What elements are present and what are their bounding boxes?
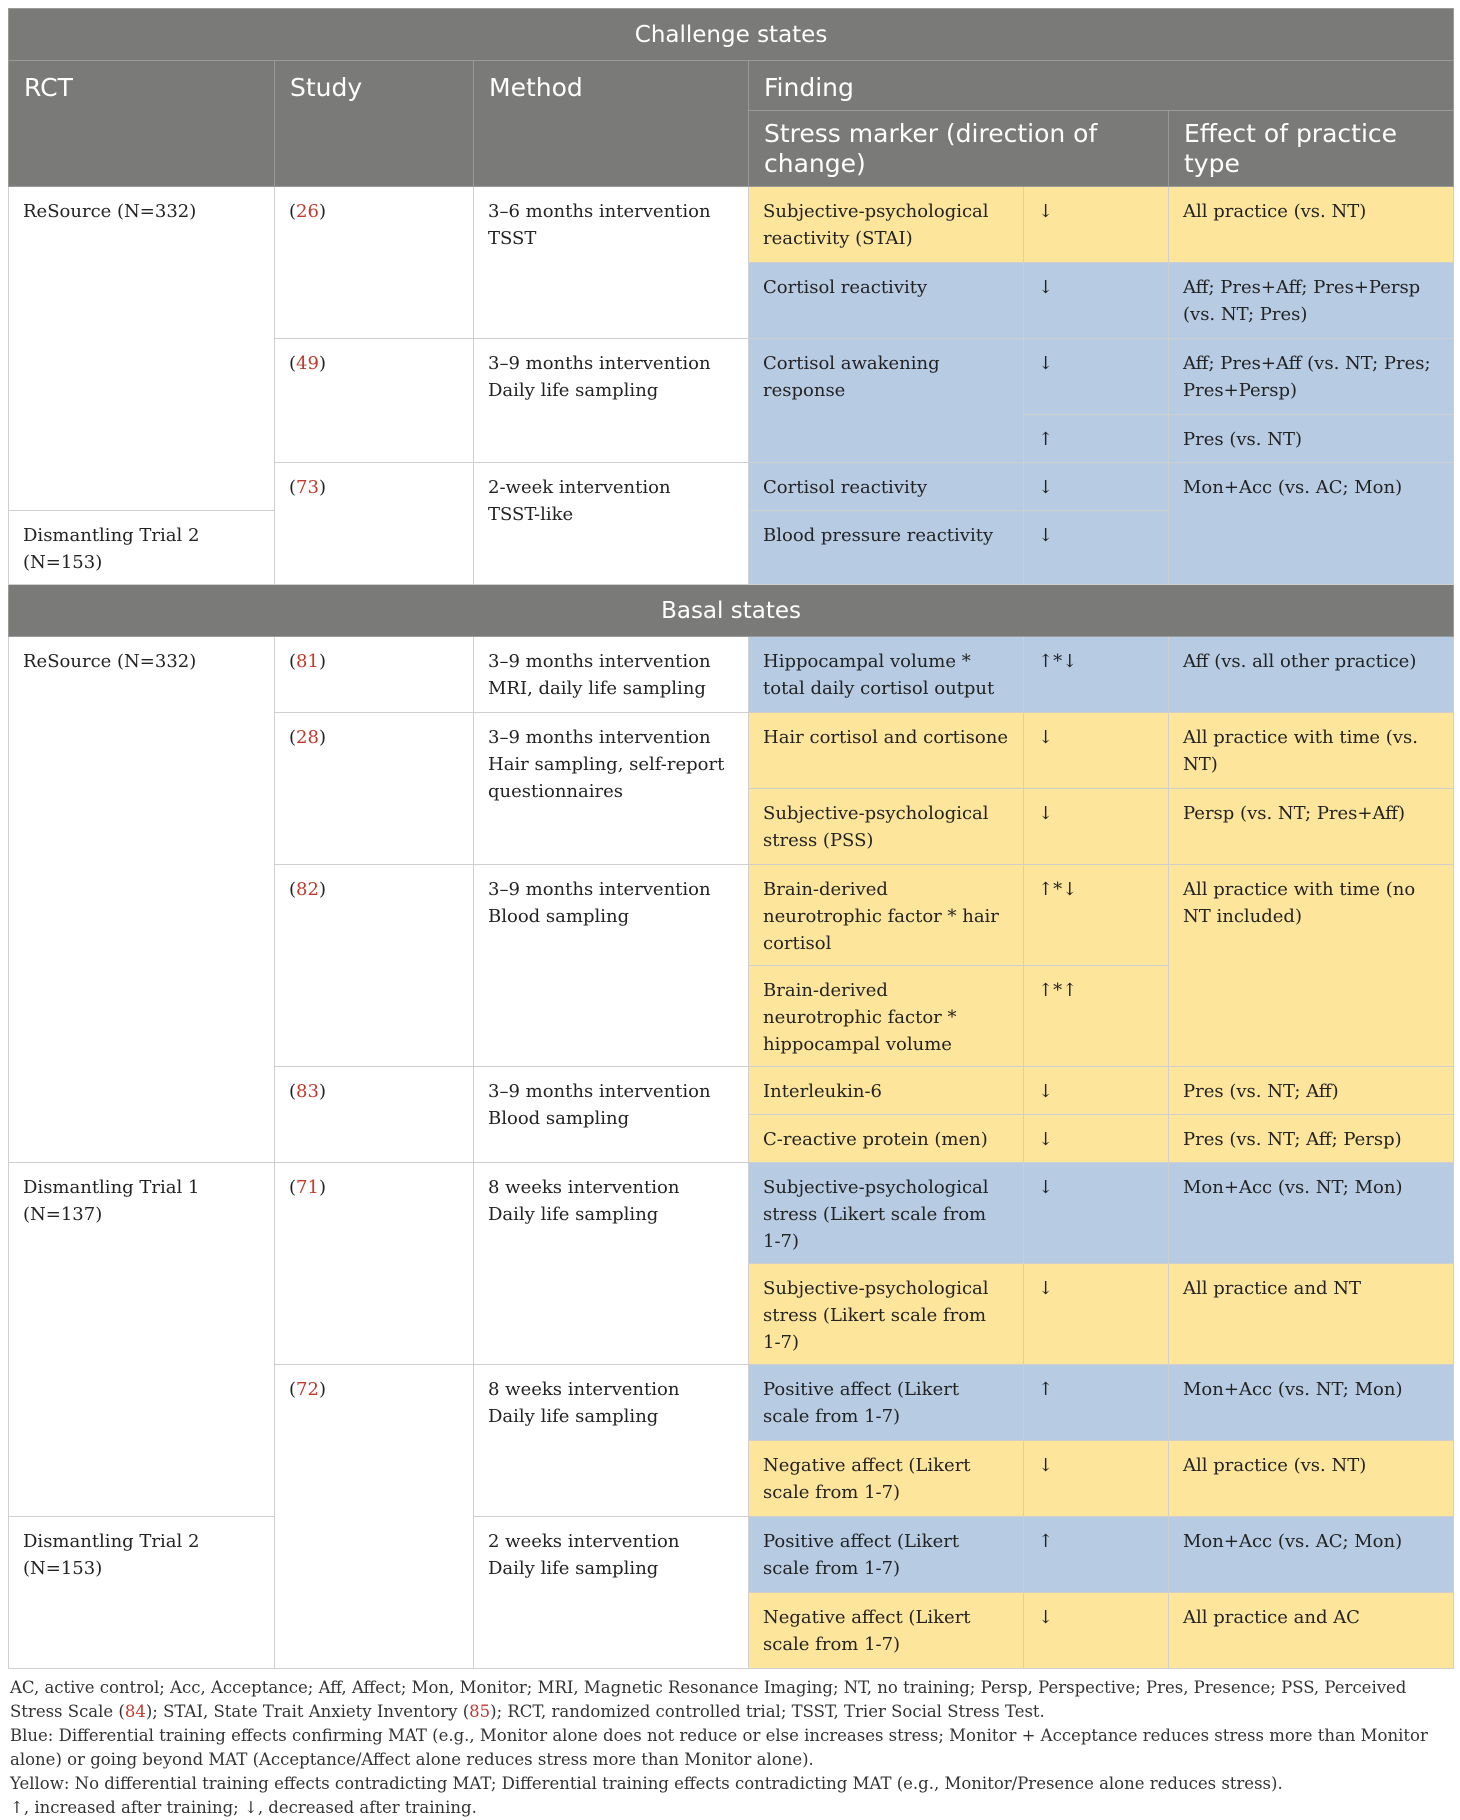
direction-cell: ↓ [1024,789,1169,865]
stress-marker-cell: Subjective-psychological stress (Likert scale from 1-7) [749,1264,1024,1365]
header-effect: Effect of practice type [1169,111,1454,187]
study-ref-link[interactable]: 49 [296,353,319,374]
effect-cell: Persp (vs. NT; Pres+Aff) [1169,789,1454,865]
stress-marker-cell: Cortisol reactivity [749,263,1024,339]
study-ref-link[interactable]: 73 [296,477,319,498]
method-line: MRI, daily life sampling [488,678,706,699]
effect-cell: All practice (vs. NT) [1169,1441,1454,1517]
method-cell [474,1067,749,1163]
rct-cell: ReSource (N=332) [9,187,275,511]
effect-cell: Pres (vs. NT) [1169,415,1454,463]
header-method: Method [474,61,749,187]
stress-marker-cell: Interleukin-6 [749,1067,1024,1115]
method-cell [474,1517,749,1669]
direction-cell: ↓ [1024,1593,1169,1669]
header-study: Study [275,61,474,187]
table-row [9,1163,1454,1264]
direction-cell: ↑ [1024,415,1169,463]
stress-marker-cell: C-reactive protein (men) [749,1115,1024,1163]
stress-marker-cell: Cortisol reactivity [749,463,1024,511]
effect-cell: All practice and NT [1169,1264,1454,1365]
stress-marker-cell: Blood pressure reactivity [749,511,1024,585]
stress-marker-cell: Positive affect (Likert scale from 1-7) [749,1365,1024,1441]
direction-cell: ↑*↑ [1024,966,1169,1067]
table-row [9,187,1454,263]
effect-cell: All practice with time (no NT included) [1169,865,1454,1067]
stress-marker-cell: Subjective-psychological stress (Likert scale from 1-7) [749,1163,1024,1264]
direction-cell: ↓ [1024,463,1169,511]
direction-cell: ↓ [1024,263,1169,339]
method-line: Daily life sampling [488,1558,659,1579]
challenge-section-header [9,9,1454,61]
method-line: 3–9 months intervention [488,1081,711,1102]
study-ref: (83) [275,1067,474,1163]
effect-cell: Aff; Pres+Aff (vs. NT; Pres; Pres+Persp) [1169,339,1454,415]
header-finding: Finding [749,61,1454,111]
method-cell [474,1163,749,1365]
method-cell [474,339,749,463]
method-cell [474,463,749,585]
table-footnotes [8,1669,1453,1820]
direction-cell: ↑*↓ [1024,637,1169,713]
method-line: TSST-like [488,504,574,525]
method-line: Daily life sampling [488,1406,659,1427]
method-cell [474,187,749,339]
method-line: 8 weeks intervention [488,1379,680,1400]
method-line: 2-week intervention [488,477,671,498]
direction-cell: ↓ [1024,1163,1169,1264]
method-cell [474,637,749,713]
header-rct: RCT [9,61,275,187]
basal-title: Basal states [9,585,1454,637]
results-table [8,8,1454,1669]
note-text: AC, active control; Acc, Acceptance; Aff, Affect; Mon, Monitor; MRI, Magnetic Resonance Imaging; NT, no training; Persp, Perspective; Pres, Presence; PSS, Perceived Stress Scale ( [10,1678,1407,1721]
method-line: 8 weeks intervention [488,1177,680,1198]
direction-cell: ↓ [1024,511,1169,585]
direction-cell: ↓ [1024,339,1169,415]
method-cell [474,1365,749,1517]
method-line: Daily life sampling [488,380,659,401]
effect-cell: Mon+Acc (vs. NT; Mon) [1169,1163,1454,1264]
blue-legend-note: Blue: Differential training effects confirming MAT (e.g., Monitor alone does not reduce or else increases stress; Monitor + Acceptance reduces stress more than Monitor alone) or going beyond MAT (Acceptance/Affect alone reduces stress more than Monitor alone). [10,1726,1428,1769]
method-cell [474,713,749,865]
direction-cell: ↑ [1024,1517,1169,1593]
stress-marker-cell: Negative affect (Likert scale from 1-7) [749,1593,1024,1669]
stress-marker-cell: Subjective-psychological stress (PSS) [749,789,1024,865]
direction-cell: ↑ [1024,1365,1169,1441]
stress-marker-cell: Hair cortisol and cortisone [749,713,1024,789]
rct-cell: Dismantling Trial 2 (N=153) [9,511,275,585]
direction-cell: ↓ [1024,187,1169,263]
study-ref-link[interactable]: 82 [296,879,319,900]
method-line: 3–9 months intervention [488,727,711,748]
table-row [9,637,1454,713]
header-stress-marker: Stress marker (direction of change) [749,111,1169,187]
effect-cell: All practice (vs. NT) [1169,187,1454,263]
effect-cell: Mon+Acc (vs. AC; Mon) [1169,463,1454,585]
method-cell [474,865,749,1067]
direction-cell: ↓ [1024,1441,1169,1517]
method-line: Blood sampling [488,906,630,927]
method-line: 3–6 months intervention [488,201,711,222]
method-line: 3–9 months intervention [488,651,711,672]
study-ref: (71) [275,1163,474,1365]
effect-cell: Pres (vs. NT; Aff) [1169,1067,1454,1115]
effect-cell: All practice with time (vs. NT) [1169,713,1454,789]
method-line: 3–9 months intervention [488,879,711,900]
note-text: ); RCT, randomized controlled trial; TSST, Trier Social Stress Test. [490,1702,1045,1721]
effect-cell: Aff (vs. all other practice) [1169,637,1454,713]
study-ref-link[interactable]: 83 [296,1081,319,1102]
stress-marker-cell: Hippocampal volume * total daily cortisol output [749,637,1024,713]
direction-cell: ↓ [1024,1264,1169,1365]
rct-cell: Dismantling Trial 2 (N=153) [9,1517,275,1669]
effect-cell: Aff; Pres+Aff; Pres+Persp (vs. NT; Pres) [1169,263,1454,339]
study-ref-link[interactable]: 72 [296,1379,319,1400]
effect-cell: All practice and AC [1169,1593,1454,1669]
method-line: 2 weeks intervention [488,1531,680,1552]
challenge-title: Challenge states [9,9,1454,61]
effect-cell: Mon+Acc (vs. AC; Mon) [1169,1517,1454,1593]
method-line: Daily life sampling [488,1204,659,1225]
study-ref-link[interactable]: 26 [296,201,319,222]
study-ref: (26) [275,187,474,339]
note-text: ); STAI, State Trait Anxiety Inventory ( [145,1702,470,1721]
effect-cell: Pres (vs. NT; Aff; Persp) [1169,1115,1454,1163]
stress-marker-cell: Cortisol awakening response [749,339,1024,463]
study-ref: (49) [275,339,474,463]
abbreviations-note [10,1676,1451,1724]
rct-cell: ReSource (N=332) [9,637,275,1163]
stress-marker-cell: Brain-derived neurotrophic factor * hippocampal volume [749,966,1024,1067]
results-table-wrapper [8,8,1453,1820]
stress-marker-cell: Brain-derived neurotrophic factor * hair cortisol [749,865,1024,966]
note-ref-link[interactable]: 85 [469,1702,491,1721]
table-row [9,1517,1454,1593]
rct-cell: Dismantling Trial 1 (N=137) [9,1163,275,1517]
method-line: Blood sampling [488,1108,630,1129]
yellow-legend-note: Yellow: No differential training effects contradicting MAT; Differential training effects contradicting MAT (e.g., Monitor/Presence alone reduces stress). [10,1774,1283,1793]
arrow-legend-note: ↑, increased after training; ↓, decreased after training. [10,1798,477,1817]
stress-marker-cell: Subjective-psychological reactivity (STAI) [749,187,1024,263]
method-line: TSST [488,228,537,249]
study-ref: (82) [275,865,474,1067]
basal-section-header [9,585,1454,637]
stress-marker-cell: Positive affect (Likert scale from 1-7) [749,1517,1024,1593]
direction-cell: ↑*↓ [1024,865,1169,966]
note-ref-link[interactable]: 84 [124,1702,146,1721]
column-header-row [9,61,1454,111]
study-ref-link[interactable]: 28 [296,727,319,748]
method-line: Hair sampling, self-report questionnaires [488,754,725,802]
study-ref: (72) [275,1365,474,1669]
direction-cell: ↓ [1024,1115,1169,1163]
study-ref-link[interactable]: 81 [296,651,319,672]
study-ref-link[interactable]: 71 [296,1177,319,1198]
method-line: 3–9 months intervention [488,353,711,374]
study-ref: (73) [275,463,474,585]
effect-cell: Mon+Acc (vs. NT; Mon) [1169,1365,1454,1441]
direction-cell: ↓ [1024,1067,1169,1115]
direction-cell: ↓ [1024,713,1169,789]
study-ref: (81) [275,637,474,713]
stress-marker-cell: Negative affect (Likert scale from 1-7) [749,1441,1024,1517]
study-ref: (28) [275,713,474,865]
